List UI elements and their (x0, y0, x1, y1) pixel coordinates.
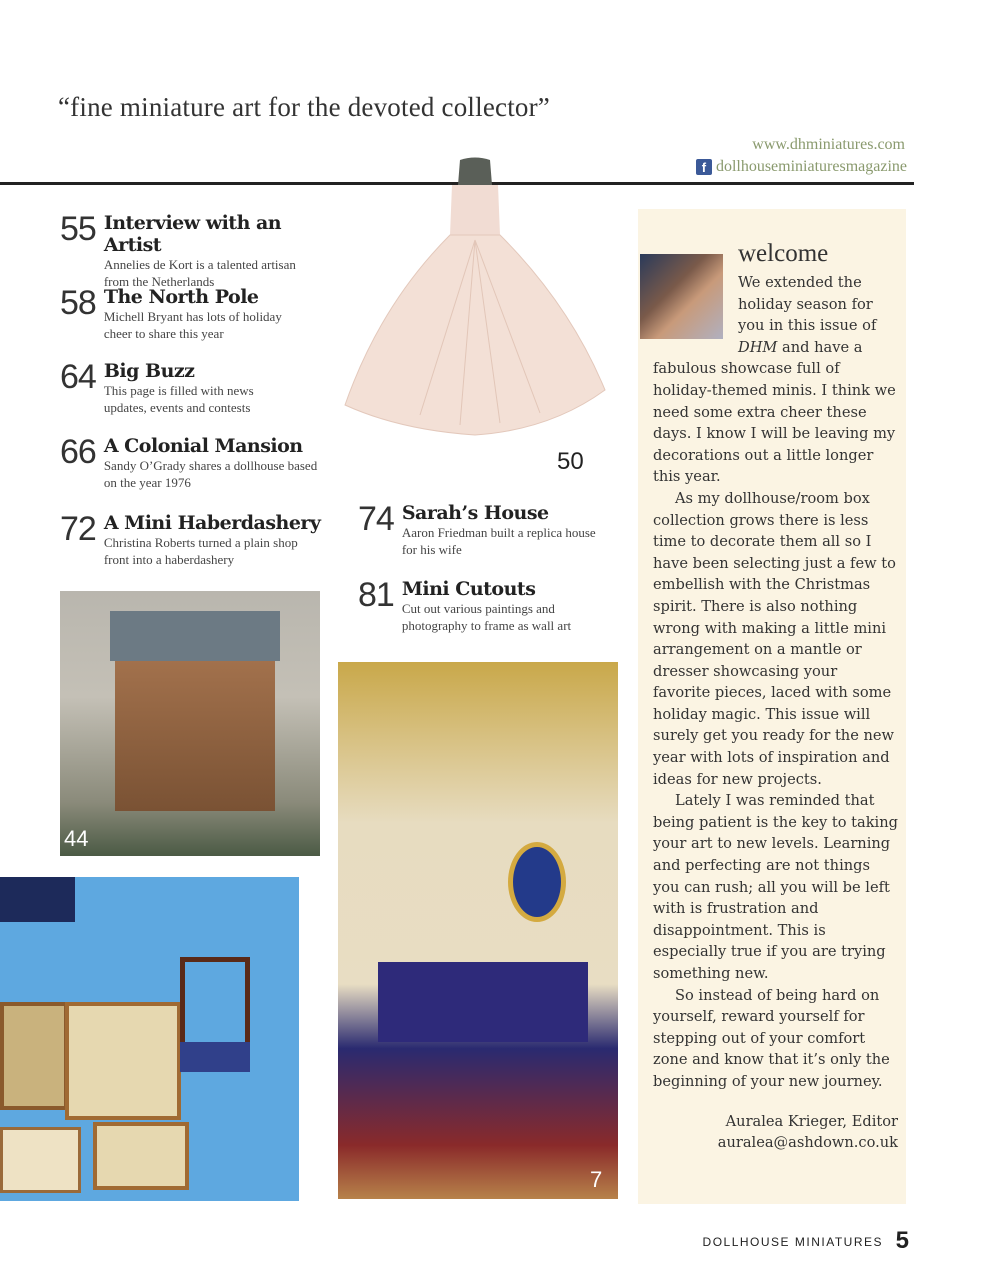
gown-illustration (340, 155, 610, 475)
gown-page-number: 50 (557, 448, 584, 475)
item-title: Sarah’s House (401, 502, 549, 524)
item-title: A Mini Haberdashery (103, 512, 321, 534)
item-title: Big Buzz (103, 360, 195, 382)
page-number: 81 (358, 576, 394, 614)
tagline: “fine miniature art for the devoted collector” (58, 92, 550, 122)
page-number: 66 (60, 433, 96, 471)
room-photo (338, 662, 618, 1199)
page-number: 74 (358, 500, 394, 538)
item-desc: Aaron Friedman built a replica house for his wife (401, 525, 596, 557)
welcome-paragraph: As my dollhouse/room box collection grows there is less time to decorate them all so I have been selecting just a few to embellish with the Christmas spirit. There is also nothing wrong with making a little mini arrangement on a mantle or dresser showcasing your favorite pieces, laced with some holiday magic. This issue will surely get you ready for the new year with lots of inspiration and ideas for new projects. (653, 489, 896, 788)
welcome-text (653, 272, 898, 1154)
item-title: A Colonial Mansion (103, 435, 303, 457)
page-number: 64 (60, 358, 96, 396)
contents-item[interactable] (60, 212, 319, 290)
contents-item[interactable] (60, 286, 309, 342)
page-number: 58 (60, 284, 96, 322)
needlework-photo (0, 877, 299, 1201)
page-number: 55 (60, 210, 96, 248)
item-desc: Annelies de Kort is a talented artisan from the Netherlands (103, 257, 296, 289)
item-title: Interview with an Artist (103, 212, 282, 256)
item-desc: Michell Bryant has lots of holiday cheer to share this year (103, 309, 282, 341)
welcome-title: welcome (738, 240, 829, 267)
item-title: Mini Cutouts (401, 578, 536, 600)
contents-item[interactable] (358, 502, 602, 558)
room-page-number: 7 (590, 1167, 603, 1192)
dollhouse-page-number: 44 (64, 826, 89, 851)
facebook-icon: f (696, 159, 712, 175)
editor-email[interactable]: auralea@ashdown.co.uk (717, 1134, 898, 1152)
contents-item[interactable] (60, 435, 319, 491)
item-desc: Cut out various paintings and photography to frame as wall art (401, 601, 572, 633)
dollhouse-photo (60, 591, 320, 856)
item-desc: Christina Roberts turned a plain shop front into a haberdashery (103, 535, 298, 567)
website-link[interactable]: www.dhminiatures.com (752, 136, 905, 153)
footer-magazine-name: DOLLHOUSE MINIATURES (702, 1235, 883, 1249)
welcome-paragraph: We extended the holiday season for you in this issue of DHM and have a fabulous showcase full of holiday-themed minis. I think we need some extra cheer these days. I know I will be leaving my decorations out a little longer this year. (653, 274, 896, 486)
contents-item[interactable] (60, 360, 289, 416)
gown-photo (340, 155, 610, 475)
item-desc: Sandy O’Grady shares a dollhouse based on the year 1976 (103, 458, 318, 490)
item-title: The North Pole (103, 286, 259, 308)
editor-signature: Auralea Krieger, Editor (725, 1112, 898, 1130)
welcome-paragraph: Lately I was reminded that being patient is the key to taking your art to new levels. Learning and perfecting are not things you can rush; all you will be left with is frustration and disappointment. This is especially true if you are trying something new. (653, 792, 898, 982)
contents-item[interactable] (358, 578, 607, 634)
footer-page-number: 5 (895, 1227, 909, 1254)
welcome-paragraph: So instead of being hard on yourself, reward yourself for stepping out of your comfort zone and know that it’s only the beginning of your new journey. (653, 986, 890, 1090)
facebook-link[interactable] (696, 158, 907, 176)
facebook-handle: dollhouseminiaturesmagazine (715, 158, 907, 175)
item-desc: This page is filled with news updates, events and contests (103, 383, 254, 415)
contents-item[interactable] (60, 512, 324, 568)
page-number: 72 (60, 510, 96, 548)
